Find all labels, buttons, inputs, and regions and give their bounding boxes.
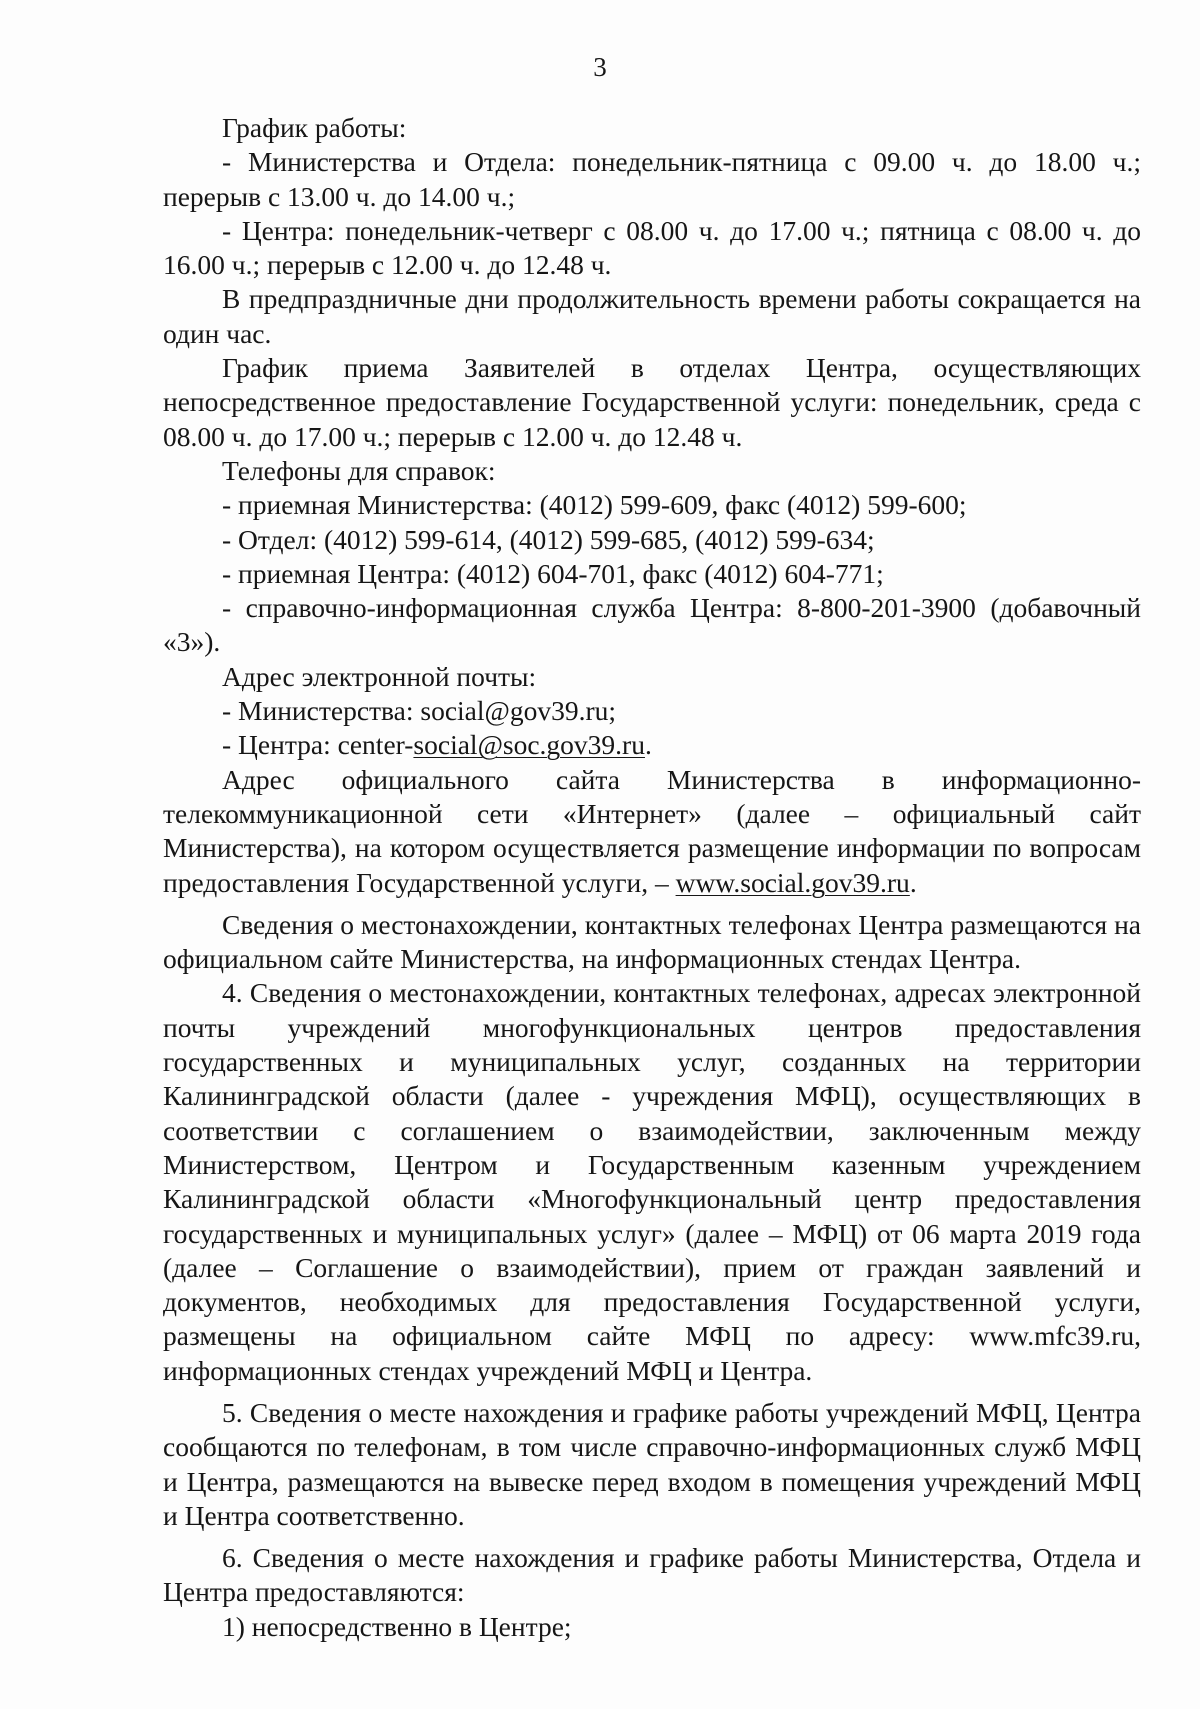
website-paragraph <box>163 763 1141 900</box>
email-center-suffix: . <box>644 729 652 761</box>
item-6: 6. Сведения о месте нахождения и графике работы Министерства, Отдела и Центра предоставляются: <box>163 1542 1141 1608</box>
website-suffix: . <box>909 866 917 898</box>
email-center-prefix: - Центра: center- <box>222 729 414 761</box>
phone-item: - приемная Министерства: (4012) 599-609, факс (4012) 599-600; <box>222 489 967 521</box>
email-center <box>163 728 1141 762</box>
phones-heading: Телефоны для справок: <box>222 454 496 486</box>
schedule-ministry: - Министерства и Отдела: понедельник-пятница с 09.00 ч. до 18.00 ч.; перерыв с 13.00 ч. до 14.00 ч.; <box>163 146 1141 212</box>
email-heading: Адрес электронной почты: <box>222 660 537 692</box>
item-6-1: 1) непосредственно в Центре; <box>222 1610 572 1642</box>
phone-item: - Отдел: (4012) 599-614, (4012) 599-685, (4012) 599-634; <box>222 523 875 555</box>
item-5: 5. Сведения о месте нахождения и графике работы учреждений МФЦ, Центра сообщаются по телефонам, в том числе справочно-информационных служб МФЦ и Центра, размещаются на вывеске перед входом в помещения учреждений МФЦ и Центра соответственно. <box>163 1396 1141 1531</box>
reception-schedule: График приема Заявителей в отделах Центра, осуществляющих непосредственное предоставление Государственной услуги: понедельник, среда с 08.00 ч. до 17.00 ч.; перерыв с 12.00 ч. до 12.48 ч. <box>163 352 1141 452</box>
email-center-link[interactable]: social@soc.gov39.ru <box>413 729 645 761</box>
page-number: 3 <box>593 52 607 82</box>
schedule-center: - Центра: понедельник-четверг с 08.00 ч. до 17.00 ч.; пятница с 08.00 ч. до 16.00 ч.; перерыв с 12.00 ч. до 12.48 ч. <box>163 214 1141 281</box>
document-body <box>163 111 1141 1644</box>
center-info-paragraph: Сведения о местонахождении, контактных телефонах Центра размещаются на официальном сайте Министерства, на информационных стендах Центра. <box>163 908 1141 975</box>
website-text: Адрес официального сайта Министерства в информационно-телекоммуникационной сети «Интернет» (далее – официальный сайт Министерства), на котором осуществляется размещение информации по вопросам предоставления Государственной услуги, – <box>163 763 1141 898</box>
holiday-note: В предпраздничные дни продолжительность времени работы сокращается на один час. <box>163 283 1141 349</box>
website-link[interactable]: www.social.gov39.ru <box>675 866 910 898</box>
phone-item: - справочно-информационная служба Центра: 8-800-201-3900 (добавочный «3»). <box>163 592 1141 658</box>
item-4: 4. Сведения о местонахождении, контактных телефонах, адресах электронной почты учреждений многофункциональных центров предоставления государственных и муниципальных услуг, созданных на территории Калининградской области (далее - учреждения МФЦ), осуществляющих в соответствии с соглашением о взаимодействии, заключенным между Министерством, Центром и Государственным казенным учреждением Калининградской области «Многофункциональный центр предоставления государственных и муниципальных услуг» (далее – МФЦ) от 06 марта 2019 года (далее – Соглашение о взаимодействии), прием от граждан заявлений и документов, необходимых для предоставления Государственной услуги, размещены на официальном сайте МФЦ по адресу: www.mfc39.ru, информационных стендах учреждений МФЦ и Центра. <box>163 977 1141 1386</box>
phone-item: - приемная Центра: (4012) 604-701, факс (4012) 604-771; <box>222 557 884 589</box>
email-ministry: - Министерства: social@gov39.ru; <box>222 695 617 727</box>
schedule-heading: График работы: <box>222 112 407 143</box>
